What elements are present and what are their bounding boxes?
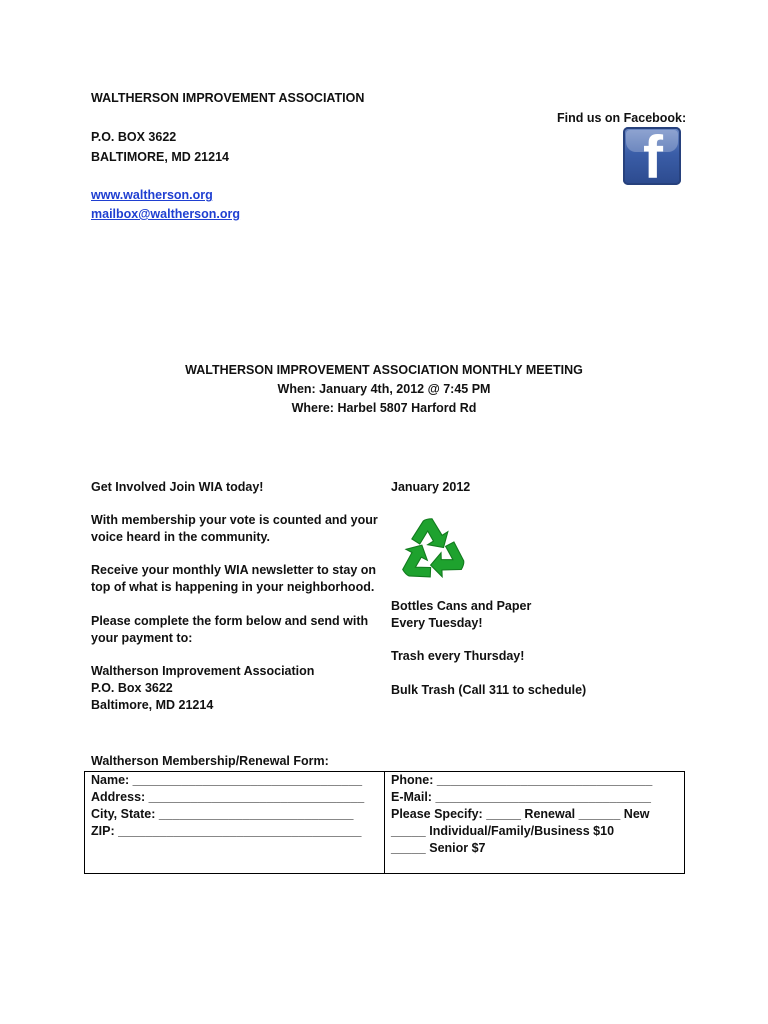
recycling-line2: Every Tuesday! — [391, 616, 483, 630]
facebook-icon[interactable] — [623, 127, 681, 185]
website-link[interactable]: www.waltherson.org — [91, 188, 213, 202]
meeting-title: WALTHERSON IMPROVEMENT ASSOCIATION MONTHLY MEETING — [185, 363, 583, 377]
address-field[interactable]: Address: _______________________________ — [91, 790, 365, 804]
mail-address-name: Waltherson Improvement Association — [91, 664, 315, 678]
form-title: Waltherson Membership/Renewal Form: — [91, 754, 329, 768]
newsletter-date: January 2012 — [391, 480, 471, 494]
city-state-zip: BALTIMORE, MD 21214 — [91, 150, 229, 164]
recycle-icon — [396, 513, 468, 585]
name-field[interactable]: Name: _________________________________ — [91, 773, 363, 787]
senior-option[interactable]: _____ Senior $7 — [391, 841, 486, 855]
form-right-column — [391, 772, 652, 857]
meeting-where: Where: Harbel 5807 Harford Rd — [291, 401, 477, 415]
facebook-letter: f — [643, 127, 663, 185]
bulk-trash: Bulk Trash (Call 311 to schedule) — [391, 683, 587, 697]
phone-field[interactable]: Phone: _______________________________ — [391, 773, 653, 787]
individual-option[interactable]: _____ Individual/Family/Business $10 — [391, 824, 615, 838]
email-field[interactable]: E-Mail: _______________________________ — [391, 790, 651, 804]
form-divider — [384, 772, 385, 873]
trash-day: Trash every Thursday! — [391, 649, 525, 663]
newsletter-text-line1: Receive your monthly WIA newsletter to stay on — [91, 563, 377, 577]
newsletter-text-line2: top of what is happening in your neighborhood. — [91, 580, 375, 594]
join-heading: Get Involved Join WIA today! — [91, 480, 264, 494]
mail-address-po: P.O. Box 3622 — [91, 681, 173, 695]
mail-address-city: Baltimore, MD 21214 — [91, 698, 214, 712]
po-box: P.O. BOX 3622 — [91, 130, 177, 144]
facebook-label: Find us on Facebook: — [557, 111, 687, 125]
email-link[interactable]: mailbox@waltherson.org — [91, 207, 241, 221]
membership-text-line2: voice heard in the community. — [91, 530, 270, 544]
org-name: WALTHERSON IMPROVEMENT ASSOCIATION — [91, 91, 365, 105]
instructions-line2: your payment to: — [91, 631, 193, 645]
specify-field[interactable]: Please Specify: _____ Renewal ______ New — [391, 807, 650, 821]
recycling-line1: Bottles Cans and Paper — [391, 599, 532, 613]
membership-text-line1: With membership your vote is counted and your — [91, 513, 378, 527]
instructions-line1: Please complete the form below and send with — [91, 614, 369, 628]
city-state-field[interactable]: City, State: ____________________________ — [91, 807, 354, 821]
form-left-column — [91, 772, 364, 840]
membership-form — [84, 771, 685, 874]
zip-field[interactable]: ZIP: ___________________________________ — [91, 824, 362, 838]
meeting-when: When: January 4th, 2012 @ 7:45 PM — [277, 382, 491, 396]
